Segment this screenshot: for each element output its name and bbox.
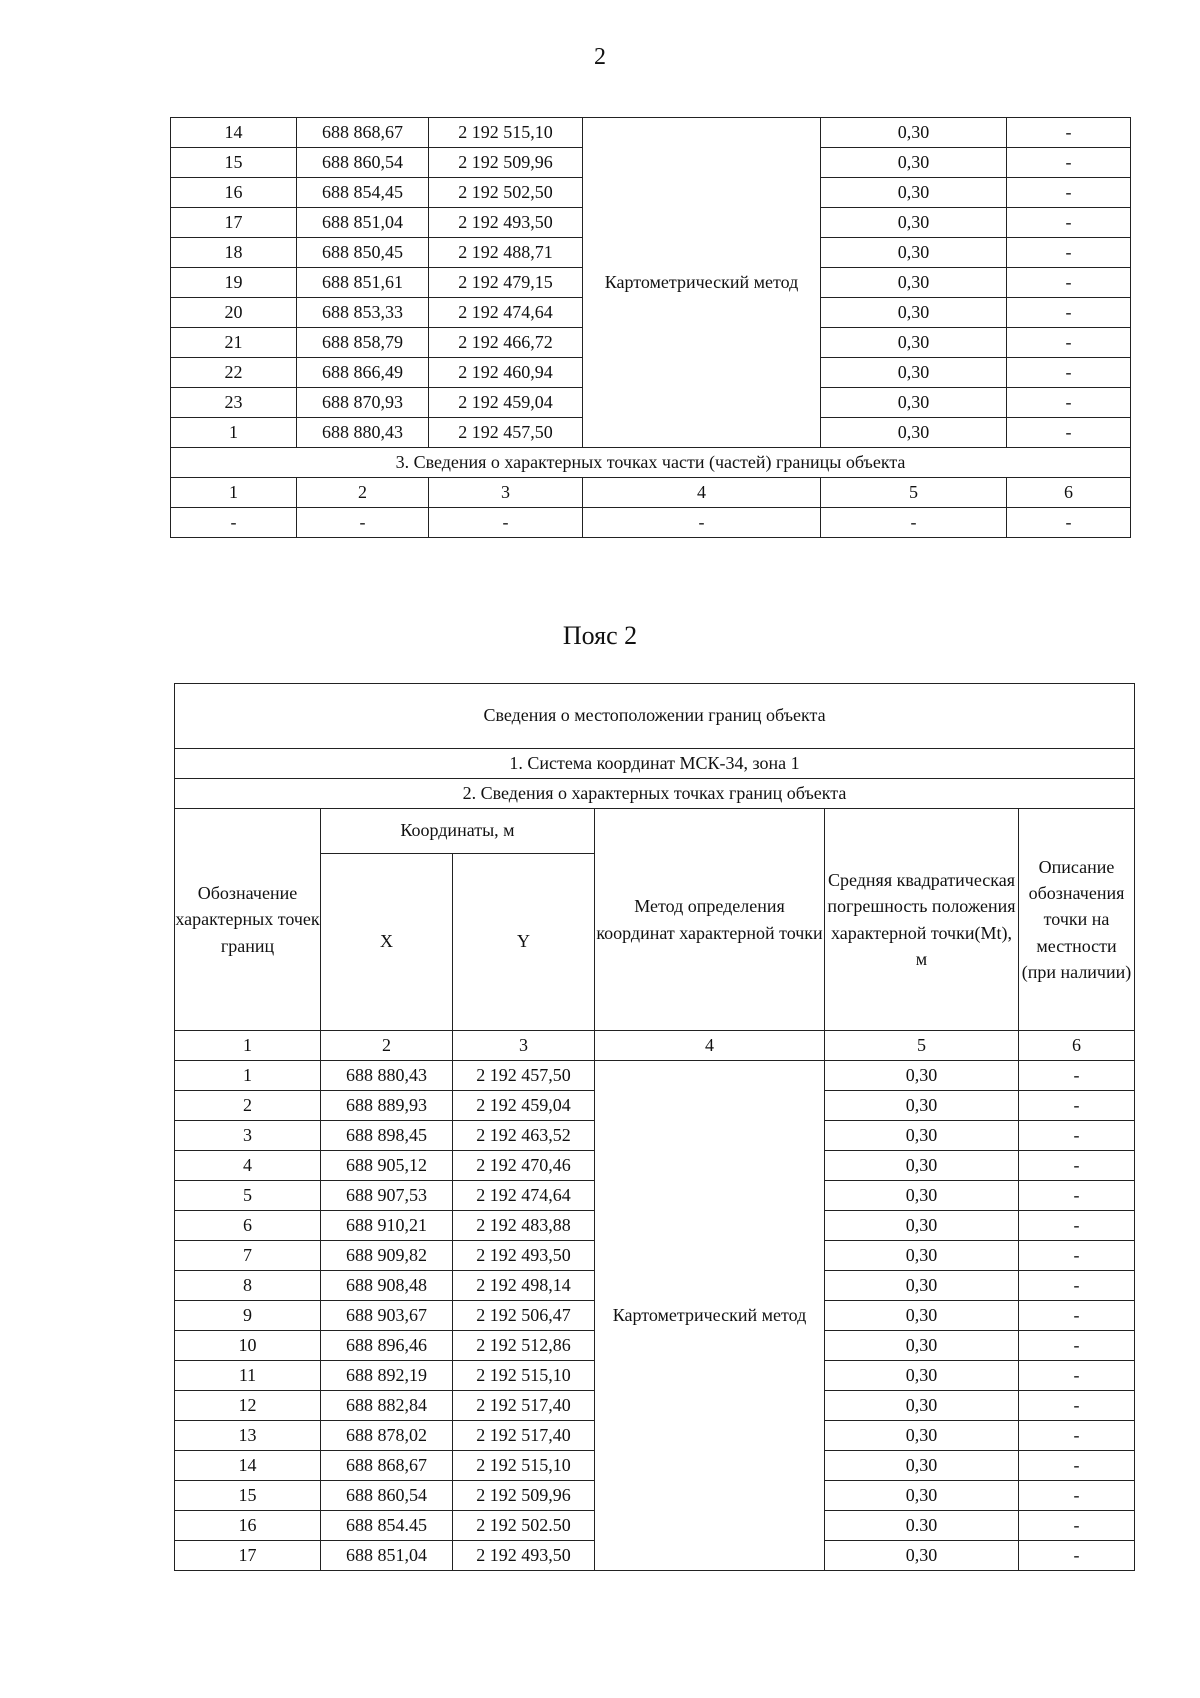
point-number: 15 xyxy=(171,148,297,178)
mt-value: 0,30 xyxy=(821,178,1007,208)
point-number: 18 xyxy=(171,238,297,268)
coord-y: 2 192 502.50 xyxy=(453,1511,595,1541)
table-title: Сведения о местоположении границ объекта xyxy=(175,684,1135,749)
description: - xyxy=(1007,328,1131,358)
section-title: 2. Сведения о характерных точках границ объекта xyxy=(175,779,1135,809)
description: - xyxy=(1007,298,1131,328)
coord-x: 688 898,45 xyxy=(321,1121,453,1151)
coord-y: 2 192 483,88 xyxy=(453,1211,595,1241)
description: - xyxy=(1007,118,1131,148)
point-number: 19 xyxy=(171,268,297,298)
coord-x: 688 907,53 xyxy=(321,1181,453,1211)
zone-2-boundary-table xyxy=(174,683,1135,1571)
description: - xyxy=(1019,1511,1135,1541)
coord-y: 2 192 474,64 xyxy=(453,1181,595,1211)
mt-value: 0,30 xyxy=(825,1241,1019,1271)
description: - xyxy=(1019,1211,1135,1241)
coord-y: 2 192 493,50 xyxy=(429,208,583,238)
empty-cell: - xyxy=(821,508,1007,538)
coord-x: 688 853,33 xyxy=(297,298,429,328)
mt-value: 0,30 xyxy=(821,268,1007,298)
coord-x: 688 892,19 xyxy=(321,1361,453,1391)
method-cell: Картометрический метод xyxy=(595,1061,825,1571)
coord-y: 2 192 515,10 xyxy=(429,118,583,148)
point-number: 17 xyxy=(175,1541,321,1571)
point-number: 15 xyxy=(175,1481,321,1511)
description: - xyxy=(1019,1301,1135,1331)
point-number: 17 xyxy=(171,208,297,238)
description: - xyxy=(1019,1331,1135,1361)
coord-y: 2 192 457,50 xyxy=(453,1061,595,1091)
point-number: 10 xyxy=(175,1331,321,1361)
coord-x: 688 909,82 xyxy=(321,1241,453,1271)
table-row xyxy=(171,118,1131,148)
coord-x: 688 854.45 xyxy=(321,1511,453,1541)
coord-y: 2 192 457,50 xyxy=(429,418,583,448)
description: - xyxy=(1007,238,1131,268)
description: - xyxy=(1019,1481,1135,1511)
empty-cell: - xyxy=(171,508,297,538)
header-y: Y xyxy=(453,854,595,1031)
coord-x: 688 851,04 xyxy=(321,1541,453,1571)
empty-cell: - xyxy=(297,508,429,538)
mt-value: 0,30 xyxy=(821,148,1007,178)
coord-y: 2 192 515,10 xyxy=(453,1451,595,1481)
coord-y: 2 192 502,50 xyxy=(429,178,583,208)
description: - xyxy=(1019,1091,1135,1121)
coord-x: 688 851,04 xyxy=(297,208,429,238)
mt-value: 0,30 xyxy=(825,1541,1019,1571)
header-x: X xyxy=(321,854,453,1031)
coord-x: 688 880,43 xyxy=(297,418,429,448)
header-designation: Обозначение характерных точек границ xyxy=(175,809,321,1031)
point-number: 13 xyxy=(175,1421,321,1451)
page-number: 2 xyxy=(594,44,606,70)
description: - xyxy=(1007,418,1131,448)
mt-value: 0,30 xyxy=(821,208,1007,238)
coord-y: 2 192 509,96 xyxy=(429,148,583,178)
coord-x: 688 905,12 xyxy=(321,1151,453,1181)
coord-y: 2 192 470,46 xyxy=(453,1151,595,1181)
coord-x: 688 860,54 xyxy=(297,148,429,178)
coord-y: 2 192 459,04 xyxy=(429,388,583,418)
coord-x: 688 882,84 xyxy=(321,1391,453,1421)
description: - xyxy=(1007,358,1131,388)
mt-value: 0,30 xyxy=(821,358,1007,388)
coord-x: 688 880,43 xyxy=(321,1061,453,1091)
point-number: 7 xyxy=(175,1241,321,1271)
column-number: 1 xyxy=(171,478,297,508)
coord-x: 688 860,54 xyxy=(321,1481,453,1511)
description: - xyxy=(1019,1151,1135,1181)
coord-x: 688 858,79 xyxy=(297,328,429,358)
description: - xyxy=(1019,1241,1135,1271)
empty-cell: - xyxy=(1007,508,1131,538)
point-number: 8 xyxy=(175,1271,321,1301)
coord-x: 688 896,46 xyxy=(321,1331,453,1361)
coord-x: 688 910,21 xyxy=(321,1211,453,1241)
coord-x: 688 868,67 xyxy=(297,118,429,148)
coordinate-system: 1. Система координат МСК-34, зона 1 xyxy=(175,749,1135,779)
description: - xyxy=(1019,1391,1135,1421)
column-number: 6 xyxy=(1019,1031,1135,1061)
description: - xyxy=(1007,388,1131,418)
mt-value: 0,30 xyxy=(825,1451,1019,1481)
point-number: 9 xyxy=(175,1301,321,1331)
point-number: 14 xyxy=(171,118,297,148)
empty-cell: - xyxy=(429,508,583,538)
mt-value: 0,30 xyxy=(825,1271,1019,1301)
mt-value: 0,30 xyxy=(825,1421,1019,1451)
coord-x: 688 903,67 xyxy=(321,1301,453,1331)
point-number: 16 xyxy=(171,178,297,208)
point-number: 14 xyxy=(175,1451,321,1481)
mt-value: 0,30 xyxy=(825,1121,1019,1151)
mt-value: 0,30 xyxy=(821,298,1007,328)
coord-y: 2 192 463,52 xyxy=(453,1121,595,1151)
column-number: 4 xyxy=(583,478,821,508)
boundary-points-table-continued xyxy=(170,117,1131,538)
column-number: 3 xyxy=(453,1031,595,1061)
description: - xyxy=(1019,1181,1135,1211)
column-number: 2 xyxy=(321,1031,453,1061)
column-number: 2 xyxy=(297,478,429,508)
point-number: 21 xyxy=(171,328,297,358)
header-coordinates: Координаты, м xyxy=(321,809,595,854)
description: - xyxy=(1019,1541,1135,1571)
coord-x: 688 866,49 xyxy=(297,358,429,388)
coord-y: 2 192 506,47 xyxy=(453,1301,595,1331)
coord-y: 2 192 517,40 xyxy=(453,1421,595,1451)
coord-x: 688 851,61 xyxy=(297,268,429,298)
mt-value: 0,30 xyxy=(825,1361,1019,1391)
coord-y: 2 192 479,15 xyxy=(429,268,583,298)
table-row xyxy=(175,1061,1135,1091)
description: - xyxy=(1007,148,1131,178)
description: - xyxy=(1019,1421,1135,1451)
coord-y: 2 192 493,50 xyxy=(453,1541,595,1571)
coord-y: 2 192 459,04 xyxy=(453,1091,595,1121)
description: - xyxy=(1019,1061,1135,1091)
coord-x: 688 878,02 xyxy=(321,1421,453,1451)
point-number: 3 xyxy=(175,1121,321,1151)
method-cell: Картометрический метод xyxy=(583,118,821,448)
mt-value: 0,30 xyxy=(825,1301,1019,1331)
description: - xyxy=(1019,1361,1135,1391)
point-number: 11 xyxy=(175,1361,321,1391)
description: - xyxy=(1007,268,1131,298)
point-number: 22 xyxy=(171,358,297,388)
column-number: 1 xyxy=(175,1031,321,1061)
description: - xyxy=(1019,1451,1135,1481)
mt-value: 0,30 xyxy=(825,1151,1019,1181)
point-number: 23 xyxy=(171,388,297,418)
coord-x: 688 850,45 xyxy=(297,238,429,268)
column-number: 5 xyxy=(821,478,1007,508)
point-number: 6 xyxy=(175,1211,321,1241)
zone-title: Пояс 2 xyxy=(562,621,638,650)
mt-value: 0,30 xyxy=(821,388,1007,418)
coord-y: 2 192 488,71 xyxy=(429,238,583,268)
point-number: 16 xyxy=(175,1511,321,1541)
coord-x: 688 868,67 xyxy=(321,1451,453,1481)
mt-value: 0,30 xyxy=(821,238,1007,268)
description: - xyxy=(1019,1121,1135,1151)
mt-value: 0,30 xyxy=(825,1391,1019,1421)
coord-y: 2 192 466,72 xyxy=(429,328,583,358)
column-number: 3 xyxy=(429,478,583,508)
point-number: 1 xyxy=(171,418,297,448)
mt-value: 0.30 xyxy=(825,1511,1019,1541)
column-number: 4 xyxy=(595,1031,825,1061)
coord-y: 2 192 460,94 xyxy=(429,358,583,388)
coord-x: 688 854,45 xyxy=(297,178,429,208)
coord-y: 2 192 512,86 xyxy=(453,1331,595,1361)
mt-value: 0,30 xyxy=(825,1331,1019,1361)
empty-cell: - xyxy=(583,508,821,538)
mt-value: 0,30 xyxy=(825,1181,1019,1211)
coord-x: 688 889,93 xyxy=(321,1091,453,1121)
coord-y: 2 192 498,14 xyxy=(453,1271,595,1301)
mt-value: 0,30 xyxy=(825,1091,1019,1121)
coord-y: 2 192 474,64 xyxy=(429,298,583,328)
header-mt: Средняя квадратическая погрешность положения характерной точки(Mt), м xyxy=(825,809,1019,1031)
point-number: 2 xyxy=(175,1091,321,1121)
point-number: 12 xyxy=(175,1391,321,1421)
coord-y: 2 192 493,50 xyxy=(453,1241,595,1271)
mt-value: 0,30 xyxy=(821,118,1007,148)
section-title: 3. Сведения о характерных точках части (частей) границы объекта xyxy=(171,448,1131,478)
mt-value: 0,30 xyxy=(825,1481,1019,1511)
description: - xyxy=(1019,1271,1135,1301)
point-number: 4 xyxy=(175,1151,321,1181)
coord-y: 2 192 517,40 xyxy=(453,1391,595,1421)
column-number: 5 xyxy=(825,1031,1019,1061)
point-number: 20 xyxy=(171,298,297,328)
coord-x: 688 908,48 xyxy=(321,1271,453,1301)
coord-x: 688 870,93 xyxy=(297,388,429,418)
mt-value: 0,30 xyxy=(825,1211,1019,1241)
mt-value: 0,30 xyxy=(825,1061,1019,1091)
description: - xyxy=(1007,178,1131,208)
point-number: 5 xyxy=(175,1181,321,1211)
coord-y: 2 192 515,10 xyxy=(453,1361,595,1391)
mt-value: 0,30 xyxy=(821,418,1007,448)
column-number: 6 xyxy=(1007,478,1131,508)
header-description: Описание обозначения точки на местности (при наличии) xyxy=(1019,809,1135,1031)
description: - xyxy=(1007,208,1131,238)
header-method: Метод определения координат характерной точки xyxy=(595,809,825,1031)
mt-value: 0,30 xyxy=(821,328,1007,358)
point-number: 1 xyxy=(175,1061,321,1091)
coord-y: 2 192 509,96 xyxy=(453,1481,595,1511)
